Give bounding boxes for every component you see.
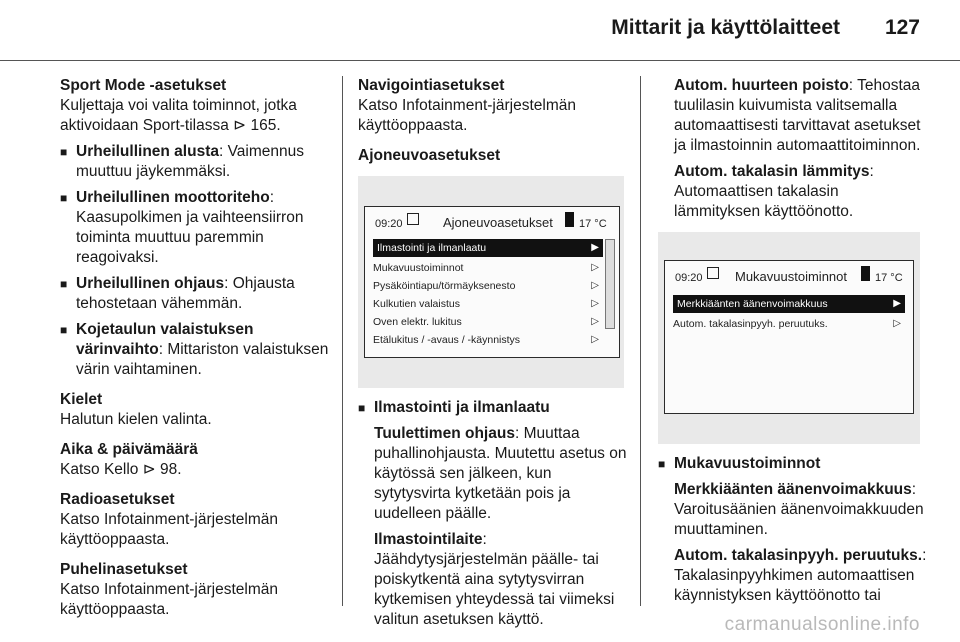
clock-time: 09:20 — [675, 272, 703, 284]
chevron-right-icon: ▶ — [893, 298, 901, 309]
column-divider — [640, 76, 641, 606]
paragraph — [658, 76, 928, 156]
puhelin-heading: Puhelinasetukset — [60, 561, 188, 578]
menu-item[interactable]: Autom. takalasinpyyh. peruutuks. ▷ — [673, 315, 905, 333]
temperature: 17 °C — [579, 218, 607, 230]
bullet-text: : Kaasupolkimen ja vaihteensiirron toiminta muuttuu paremmin reagoivaksi. — [76, 189, 304, 266]
chevron-right-icon: ▷ — [591, 280, 599, 291]
bullet-square-icon: ■ — [658, 457, 666, 471]
temperature: 17 °C — [875, 272, 903, 284]
bullet-item — [60, 188, 332, 268]
bullet-item — [60, 320, 332, 380]
column-2 — [358, 76, 630, 630]
vehicle-settings-screenshot — [358, 176, 624, 388]
bullet-square-icon: ■ — [60, 145, 68, 159]
ajo-heading: Ajoneuvoasetukset — [358, 147, 501, 164]
menu-item[interactable]: Oven elektr. lukitus ▷ — [373, 313, 603, 331]
aika-text: Katso Kello ⊳ 98. — [60, 461, 182, 478]
display-screen — [664, 260, 914, 414]
menu-item[interactable]: Pysäköintiapu/törmäyksenesto ▷ — [373, 277, 603, 295]
page-header — [0, 0, 960, 62]
kielet-heading: Kielet — [60, 391, 103, 408]
paragraph-term: Ilmastointilaite — [374, 531, 483, 548]
bullet-square-icon: ■ — [358, 401, 366, 415]
chevron-right-icon: ▷ — [591, 262, 599, 273]
bullet-term: Kojetaulun valaistuksen värinvaihto — [76, 321, 254, 358]
nav-heading: Navigointiasetukset — [358, 77, 505, 94]
bullet-item — [658, 454, 928, 474]
status-bar — [665, 261, 913, 289]
column-divider — [342, 76, 343, 606]
chevron-right-icon: ▷ — [591, 316, 599, 327]
clock-icon — [407, 213, 419, 225]
paragraph-term: Autom. takalasinpyyh. peruutuks. — [674, 547, 923, 564]
bullet-term: Urheilullinen moottoriteho — [76, 189, 270, 206]
menu-item-selected[interactable]: Ilmastointi ja ilmanlaatu ▶ — [373, 239, 603, 257]
paragraph — [658, 480, 928, 540]
bullet-term: Urheilullinen ohjaus — [76, 275, 225, 292]
paragraph-text: : Tehostaa tuulilasin kuivumista valitsemalla automaattisesti tarvittavat asetukset ja ilmastoinnin automaattitoiminnon. — [674, 77, 921, 154]
nav-text: Katso Infotainment-järjestelmän käyttöoppaasta. — [358, 97, 576, 134]
bullet-square-icon: ■ — [60, 191, 68, 205]
phone-icon — [565, 212, 574, 227]
paragraph-text: : Muuttaa puhallinohjausta. Muutettu asetus on käytössä sen jälkeen, kun sytytysvirta kytketään pois ja uudelleen päälle. — [374, 425, 627, 522]
chevron-right-icon: ▷ — [893, 318, 901, 329]
menu-item[interactable]: Kulkutien valaistus ▷ — [373, 295, 603, 313]
paragraph-term: Tuulettimen ohjaus — [374, 425, 515, 442]
scrollbar[interactable] — [605, 239, 615, 329]
screen-title: Ajoneuvoasetukset — [443, 215, 553, 230]
kielet-text: Halutun kielen valinta. — [60, 411, 212, 428]
chevron-right-icon: ▷ — [591, 334, 599, 345]
paragraph — [358, 424, 630, 524]
paragraph — [658, 162, 928, 222]
paragraph — [358, 530, 630, 630]
bullet-square-icon: ■ — [60, 323, 68, 337]
paragraph-text: : Takalasinpyyhkimen automaattisen käynnistyksen käyttöönotto tai — [674, 547, 927, 604]
sport-text: Kuljettaja voi valita toiminnot, jotka aktivoidaan Sport-tilassa ⊳ 165. — [60, 97, 297, 134]
comfort-settings-screenshot — [658, 232, 920, 444]
bullet-text: : Ohjausta tehostetaan vähemmän. — [76, 275, 295, 312]
screen-title: Mukavuustoiminnot — [735, 269, 847, 284]
phone-icon — [861, 266, 870, 281]
sport-heading: Sport Mode -asetukset — [60, 77, 227, 94]
display-screen — [364, 206, 620, 358]
header-rule — [0, 60, 960, 61]
radio-text: Katso Infotainment-järjestelmän käyttöoppaasta. — [60, 511, 278, 548]
bullet-term: Mukavuustoiminnot — [674, 455, 821, 472]
paragraph-text: : Varoitusäänien äänenvoimakkuuden muuttaminen. — [674, 481, 924, 538]
column-3 — [658, 76, 928, 606]
bullet-square-icon: ■ — [60, 277, 68, 291]
bullet-item — [60, 274, 332, 314]
bullet-text: : Mittariston valaistuksen värin vaihtaminen. — [76, 341, 329, 378]
paragraph-text: : Jäähdytysjärjestelmän päälle- tai poiskytkentä aina sytytysvirran kytkemisen yhteydessä tai viimeksi valitun asetuksen käyttö. — [374, 531, 615, 628]
paragraph-term: Autom. huurteen poisto — [674, 77, 849, 94]
paragraph-term: Merkkiäänten äänenvoimakkuus — [674, 481, 912, 498]
bullet-text: : Vaimennus muuttuu jäykemmäksi. — [76, 143, 304, 180]
chevron-right-icon: ▷ — [591, 298, 599, 309]
radio-heading: Radioasetukset — [60, 491, 175, 508]
clock-time: 09:20 — [375, 218, 403, 230]
page-number: 127 — [884, 16, 920, 39]
column-1 — [60, 76, 332, 620]
menu-item[interactable]: Mukavuustoiminnot ▷ — [373, 259, 603, 277]
bullet-item — [358, 398, 630, 418]
bullet-term: Ilmastointi ja ilmanlaatu — [374, 399, 550, 416]
paragraph — [658, 546, 928, 606]
page-title: Mittarit ja käyttölaitteet — [611, 16, 840, 39]
menu-item-selected[interactable]: Merkkiäänten äänenvoimakkuus ▶ — [673, 295, 905, 313]
bullet-item — [60, 142, 332, 182]
watermark: carmanualsonline.info — [724, 614, 920, 635]
aika-heading: Aika & päivämäärä — [60, 441, 198, 458]
paragraph-term: Autom. takalasin lämmitys — [674, 163, 870, 180]
chevron-right-icon: ▶ — [591, 242, 599, 253]
bullet-term: Urheilullinen alusta — [76, 143, 219, 160]
status-bar — [365, 207, 619, 235]
menu-item[interactable]: Etälukitus / -avaus / -käynnistys ▷ — [373, 331, 603, 349]
puhelin-text: Katso Infotainment-järjestelmän käyttöoppaasta. — [60, 581, 278, 618]
clock-icon — [707, 267, 719, 279]
paragraph-text: : Automaattisen takalasin lämmityksen käyttöönotto. — [674, 163, 874, 220]
